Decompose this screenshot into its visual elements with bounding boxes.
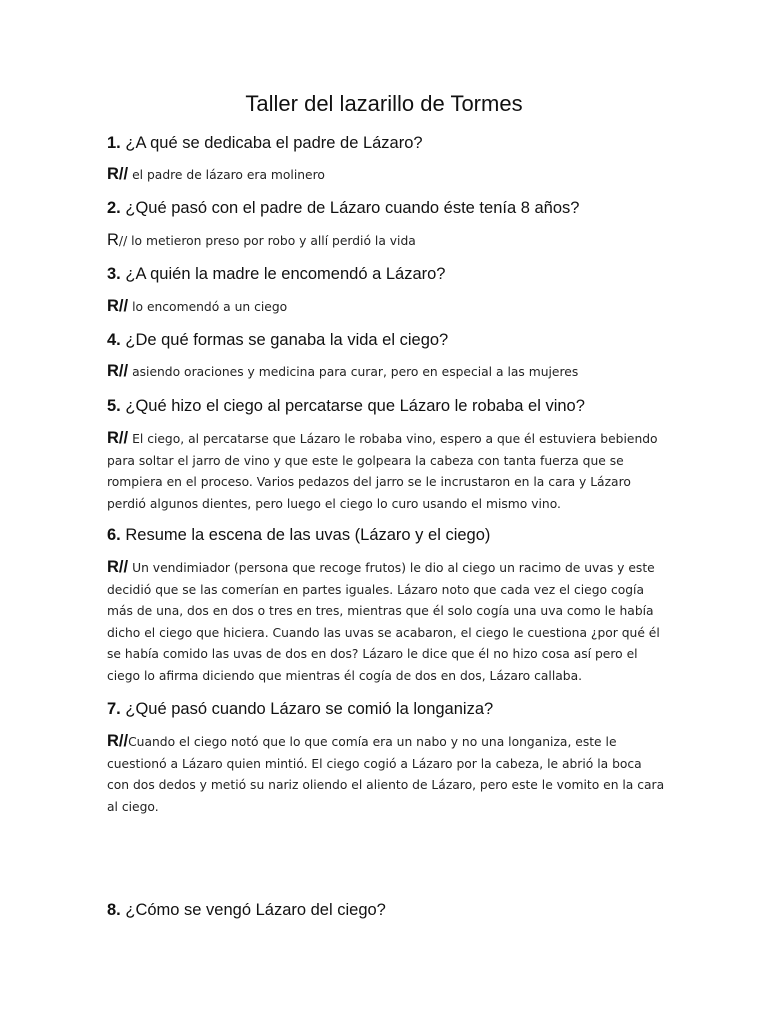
question-text: ¿A quién la madre le encomendó a Lázaro? xyxy=(125,265,446,283)
answer-marker: R// xyxy=(107,732,129,750)
answer-marker: R// xyxy=(107,362,129,380)
answer-1 xyxy=(107,164,667,187)
question-number: 4. xyxy=(107,331,121,349)
question-number: 2. xyxy=(107,199,121,217)
question-number: 5. xyxy=(107,397,121,415)
page-title: Taller del lazarillo de Tormes xyxy=(245,91,523,116)
answer-3 xyxy=(107,296,667,319)
answer-marker: R// xyxy=(107,165,129,183)
question-3 xyxy=(107,263,707,285)
question-text: ¿De qué formas se ganaba la vida el ciego? xyxy=(125,331,449,349)
answer-marker: R// xyxy=(107,558,129,576)
answer-text: // lo metieron preso por robo y allí perdió la vida xyxy=(118,234,416,248)
answer-text: lo encomendó a un ciego xyxy=(132,300,288,314)
answer-5 xyxy=(107,428,667,515)
answer-text: El ciego, al percatarse que Lázaro le robaba vino, espero a que él estuviera bebiendo para soltar el jarro de vino y que este le golpeara la cabeza con tanta fuerza que se rompiera en el proceso. Varios pedazos del jarro se le incrustaron en la cara y Lázaro perdió algunos dientes, pero luego el ciego lo curo usando el mismo vino. xyxy=(107,432,658,511)
question-4 xyxy=(107,329,707,351)
question-text: ¿Qué pasó con el padre de Lázaro cuando éste tenía 8 años? xyxy=(125,199,580,217)
question-number: 3. xyxy=(107,265,121,283)
question-1 xyxy=(107,132,707,154)
question-text: ¿A qué se dedicaba el padre de Lázaro? xyxy=(125,134,423,152)
answer-6 xyxy=(107,557,667,687)
question-6 xyxy=(107,524,707,546)
question-text: ¿Qué pasó cuando Lázaro se comió la longaniza? xyxy=(125,700,494,718)
question-text: ¿Qué hizo el ciego al percatarse que Lázaro le robaba el vino? xyxy=(125,397,585,415)
answer-marker: R// xyxy=(107,297,129,315)
answer-4 xyxy=(107,361,667,384)
answer-marker: R xyxy=(107,231,119,249)
question-7 xyxy=(107,698,707,720)
question-number: 6. xyxy=(107,526,121,544)
answer-text: asiendo oraciones y medicina para curar, pero en especial a las mujeres xyxy=(132,365,579,379)
question-number: 7. xyxy=(107,700,121,718)
question-5 xyxy=(107,395,707,417)
answer-text: Un vendimiador (persona que recoge frutos) le dio al ciego un racimo de uvas y este decidió que se las comerían en partes iguales. Lázaro noto que cada vez el ciego cogía más de una, dos en dos o tres en tres, mientras que él solo cogía una uva como le había dicho el ciego que hiciera. Cuando las uvas se acabaron, el ciego le cuestiona ¿por qué él se había comido las uvas de dos en dos? Lázaro le dice que él no hizo cosa así pero el ciego lo afirma diciendo que mientras él cogía de dos en dos, Lázaro callaba. xyxy=(107,561,660,683)
question-number: 1. xyxy=(107,134,121,152)
question-text: Resume la escena de las uvas (Lázaro y el ciego) xyxy=(125,526,491,544)
answer-7 xyxy=(107,731,667,818)
question-text: ¿Cómo se vengó Lázaro del ciego? xyxy=(125,901,386,919)
question-number: 8. xyxy=(107,901,121,919)
question-8 xyxy=(107,899,707,921)
answer-text: el padre de lázaro era molinero xyxy=(132,168,325,182)
answer-marker: R// xyxy=(107,429,129,447)
answer-2 xyxy=(107,230,667,253)
question-2 xyxy=(107,197,707,219)
answer-text: Cuando el ciego notó que lo que comía era un nabo y no una longaniza, este le cuestionó a Lázaro quien mintió. El ciego cogió a Lázaro por la cabeza, le abrió la boca con dos dedos y metió su nariz oliendo el aliento de Lázaro, pero este le vomito en la cara al ciego. xyxy=(107,735,665,814)
